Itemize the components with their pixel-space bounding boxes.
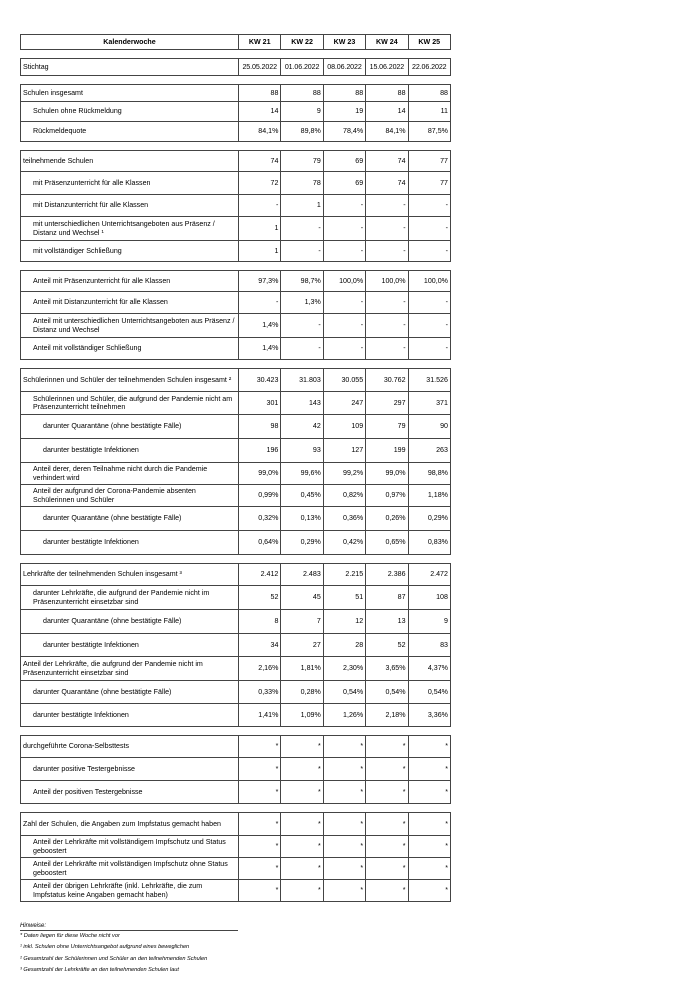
row-label: darunter Quarantäne (ohne bestätigte Fälle) bbox=[21, 507, 239, 531]
row-value: 0,29% bbox=[408, 507, 450, 531]
row-value: * bbox=[281, 736, 323, 758]
table-row bbox=[21, 485, 451, 507]
row-label: Anteil der Lehrkräfte mit vollständigen Impfschutz ohne Status geboostert bbox=[21, 858, 239, 880]
row-value: - bbox=[408, 292, 450, 314]
table-row bbox=[21, 736, 451, 758]
row-value: 77 bbox=[408, 172, 450, 195]
row-value: 19 bbox=[323, 102, 365, 122]
row-value: 90 bbox=[408, 415, 450, 439]
table-row bbox=[21, 314, 451, 338]
table-row bbox=[21, 85, 451, 102]
row-label: darunter bestätigte Infektionen bbox=[21, 634, 239, 657]
table-row bbox=[21, 531, 451, 555]
header-week: KW 23 bbox=[323, 35, 365, 50]
row-value: * bbox=[408, 880, 450, 902]
row-value: 99,0% bbox=[239, 463, 281, 485]
stichtag-date: 15.06.2022 bbox=[366, 59, 408, 76]
row-value: * bbox=[323, 736, 365, 758]
row-value: 99,0% bbox=[366, 463, 408, 485]
row-value: * bbox=[281, 781, 323, 804]
table-row bbox=[21, 241, 451, 262]
footnote: ³ Gesamtzahl der Lehrkräfte an den teilnehmenden Schulen laut bbox=[20, 967, 179, 974]
table-row bbox=[21, 836, 451, 858]
row-value: * bbox=[366, 736, 408, 758]
row-value: * bbox=[281, 836, 323, 858]
spacer bbox=[21, 50, 451, 59]
row-label: mit Präsenzunterricht für alle Klassen bbox=[21, 172, 239, 195]
row-value: * bbox=[408, 736, 450, 758]
row-value: * bbox=[366, 758, 408, 781]
row-value: 34 bbox=[239, 634, 281, 657]
row-value: - bbox=[239, 292, 281, 314]
row-value: 1,09% bbox=[281, 704, 323, 727]
row-value: * bbox=[239, 880, 281, 902]
row-value: 72 bbox=[239, 172, 281, 195]
row-value: 2.412 bbox=[239, 564, 281, 586]
row-label: Schulen insgesamt bbox=[21, 85, 239, 102]
row-value: * bbox=[239, 736, 281, 758]
row-value: 9 bbox=[281, 102, 323, 122]
footnote: ² Gesamtzahl der Schülerinnen und Schüler an den teilnehmenden Schulen bbox=[20, 955, 208, 962]
row-value: * bbox=[323, 813, 365, 836]
row-value: 108 bbox=[408, 586, 450, 610]
header-week: KW 25 bbox=[408, 35, 450, 50]
row-value: 1 bbox=[239, 241, 281, 262]
table-row bbox=[21, 564, 451, 586]
row-value: 30.762 bbox=[366, 369, 408, 392]
row-value: 88 bbox=[281, 85, 323, 102]
table-row bbox=[21, 271, 451, 292]
row-value: - bbox=[408, 217, 450, 241]
row-value: 1,26% bbox=[323, 704, 365, 727]
row-value: 301 bbox=[239, 392, 281, 415]
row-label: mit unterschiedlichen Unterrichtsangeboten aus Präsenz / Distanz und Wechsel ¹ bbox=[21, 217, 239, 241]
row-value: * bbox=[366, 880, 408, 902]
row-value: 88 bbox=[323, 85, 365, 102]
row-value: 1,41% bbox=[239, 704, 281, 727]
row-label: mit vollständiger Schließung bbox=[21, 241, 239, 262]
row-value: * bbox=[408, 781, 450, 804]
row-label: darunter positive Testergebnisse bbox=[21, 758, 239, 781]
stichtag-row bbox=[21, 59, 451, 76]
row-value: 3,36% bbox=[408, 704, 450, 727]
row-value: 88 bbox=[239, 85, 281, 102]
table-row bbox=[21, 681, 451, 704]
row-value: 0,97% bbox=[366, 485, 408, 507]
table-row bbox=[21, 507, 451, 531]
row-value: 89,8% bbox=[281, 122, 323, 142]
row-value: 9 bbox=[408, 610, 450, 634]
row-value: 51 bbox=[323, 586, 365, 610]
table-body bbox=[21, 35, 451, 902]
row-value: 371 bbox=[408, 392, 450, 415]
notes-heading: Hinweise: bbox=[20, 922, 238, 931]
row-label: darunter Quarantäne (ohne bestätigte Fälle) bbox=[21, 610, 239, 634]
row-value: 2,18% bbox=[366, 704, 408, 727]
row-value: 69 bbox=[323, 172, 365, 195]
row-value: * bbox=[281, 880, 323, 902]
spacer bbox=[21, 142, 451, 151]
row-value: 14 bbox=[239, 102, 281, 122]
row-value: 127 bbox=[323, 439, 365, 463]
row-value: 0,54% bbox=[366, 681, 408, 704]
row-value: * bbox=[239, 813, 281, 836]
table-row bbox=[21, 858, 451, 880]
row-value: 0,13% bbox=[281, 507, 323, 531]
row-value: 98,7% bbox=[281, 271, 323, 292]
row-value: - bbox=[408, 195, 450, 217]
row-value: 84,1% bbox=[239, 122, 281, 142]
row-label: Anteil derer, deren Teilnahme nicht durch die Pandemie verhindert wird bbox=[21, 463, 239, 485]
row-value: 88 bbox=[408, 85, 450, 102]
row-value: 0,54% bbox=[408, 681, 450, 704]
row-value: 52 bbox=[239, 586, 281, 610]
row-value: - bbox=[281, 338, 323, 360]
row-value: 297 bbox=[366, 392, 408, 415]
row-value: * bbox=[239, 781, 281, 804]
row-label: Anteil mit unterschiedlichen Unterrichtsangeboten aus Präsenz / Distanz und Wechsel bbox=[21, 314, 239, 338]
row-value: 2.472 bbox=[408, 564, 450, 586]
row-value: 74 bbox=[366, 172, 408, 195]
row-value: 30.055 bbox=[323, 369, 365, 392]
row-label: teilnehmende Schulen bbox=[21, 151, 239, 172]
row-value: * bbox=[408, 836, 450, 858]
row-value: 93 bbox=[281, 439, 323, 463]
spacer bbox=[21, 360, 451, 369]
header-row bbox=[21, 35, 451, 50]
table-row bbox=[21, 122, 451, 142]
table-row bbox=[21, 151, 451, 172]
row-label: Schulen ohne Rückmeldung bbox=[21, 102, 239, 122]
row-value: * bbox=[323, 758, 365, 781]
row-value: 263 bbox=[408, 439, 450, 463]
row-value: 12 bbox=[323, 610, 365, 634]
row-label: darunter bestätigte Infektionen bbox=[21, 704, 239, 727]
row-value: 88 bbox=[366, 85, 408, 102]
row-value: * bbox=[281, 813, 323, 836]
row-label: darunter Quarantäne (ohne bestätigte Fälle) bbox=[21, 681, 239, 704]
spacer bbox=[21, 555, 451, 564]
row-value: - bbox=[366, 217, 408, 241]
row-value: 74 bbox=[239, 151, 281, 172]
row-value: 143 bbox=[281, 392, 323, 415]
header-week: KW 22 bbox=[281, 35, 323, 50]
stichtag-label: Stichtag bbox=[21, 59, 239, 76]
row-value: - bbox=[281, 241, 323, 262]
row-label: Anteil der übrigen Lehrkräfte (inkl. Lehrkräfte, die zum Impfstatus keine Angaben gemacht haben) bbox=[21, 880, 239, 902]
row-value: - bbox=[323, 241, 365, 262]
row-value: 98 bbox=[239, 415, 281, 439]
table-row bbox=[21, 338, 451, 360]
row-value: 78 bbox=[281, 172, 323, 195]
row-value: * bbox=[281, 758, 323, 781]
row-value: 1,3% bbox=[281, 292, 323, 314]
row-value: 45 bbox=[281, 586, 323, 610]
row-label: Anteil der Lehrkräfte, die aufgrund der Pandemie nicht im Präsenzunterricht einsetzbar sind bbox=[21, 657, 239, 681]
spacer bbox=[21, 76, 451, 85]
row-value: - bbox=[366, 195, 408, 217]
table-row bbox=[21, 586, 451, 610]
footnote: * Daten liegen für diese Woche nicht vor bbox=[20, 933, 120, 939]
row-value: 30.423 bbox=[239, 369, 281, 392]
row-label: Anteil der aufgrund der Corona-Pandemie absenten Schülerinnen und Schüler bbox=[21, 485, 239, 507]
row-value: 100,0% bbox=[408, 271, 450, 292]
row-value: 2,16% bbox=[239, 657, 281, 681]
spacer bbox=[21, 804, 451, 813]
notes-block bbox=[20, 922, 450, 977]
row-value: - bbox=[323, 338, 365, 360]
row-value: 0,32% bbox=[239, 507, 281, 531]
row-value: * bbox=[366, 813, 408, 836]
row-value: - bbox=[323, 195, 365, 217]
row-label: mit Distanzunterricht für alle Klassen bbox=[21, 195, 239, 217]
row-value: 78,4% bbox=[323, 122, 365, 142]
row-value: 11 bbox=[408, 102, 450, 122]
row-value: 79 bbox=[366, 415, 408, 439]
row-value: * bbox=[408, 858, 450, 880]
row-label: Anteil mit vollständiger Schließung bbox=[21, 338, 239, 360]
table-row bbox=[21, 439, 451, 463]
row-value: - bbox=[366, 338, 408, 360]
row-value: 0,83% bbox=[408, 531, 450, 555]
row-value: 0,33% bbox=[239, 681, 281, 704]
row-value: - bbox=[366, 241, 408, 262]
row-value: 0,42% bbox=[323, 531, 365, 555]
row-label: darunter Lehrkräfte, die aufgrund der Pandemie nicht im Präsenzunterricht einsetzbar sind bbox=[21, 586, 239, 610]
row-label: Schülerinnen und Schüler, die aufgrund der Pandemie nicht am Präsenzunterricht teilnehmen bbox=[21, 392, 239, 415]
row-value: 196 bbox=[239, 439, 281, 463]
row-label: durchgeführte Corona-Selbsttests bbox=[21, 736, 239, 758]
row-value: - bbox=[323, 314, 365, 338]
row-value: 42 bbox=[281, 415, 323, 439]
row-value: 0,36% bbox=[323, 507, 365, 531]
row-value: - bbox=[239, 195, 281, 217]
table-row bbox=[21, 880, 451, 902]
row-value: 87,5% bbox=[408, 122, 450, 142]
row-value: 0,65% bbox=[366, 531, 408, 555]
row-value: - bbox=[323, 292, 365, 314]
table-row bbox=[21, 102, 451, 122]
row-value: 0,26% bbox=[366, 507, 408, 531]
table-row bbox=[21, 781, 451, 804]
row-value: * bbox=[323, 858, 365, 880]
row-value: 31.803 bbox=[281, 369, 323, 392]
row-value: 109 bbox=[323, 415, 365, 439]
row-value: 77 bbox=[408, 151, 450, 172]
row-value: * bbox=[239, 836, 281, 858]
row-label: Anteil mit Distanzunterricht für alle Klassen bbox=[21, 292, 239, 314]
stichtag-date: 01.06.2022 bbox=[281, 59, 323, 76]
row-value: * bbox=[366, 836, 408, 858]
row-value: * bbox=[366, 858, 408, 880]
row-value: 84,1% bbox=[366, 122, 408, 142]
row-value: 247 bbox=[323, 392, 365, 415]
table-row bbox=[21, 217, 451, 241]
row-value: 0,64% bbox=[239, 531, 281, 555]
row-value: 0,45% bbox=[281, 485, 323, 507]
footnote: ¹ inkl. Schulen ohne Unterrichtsangebot aufgrund eines beweglichen bbox=[20, 944, 190, 951]
row-value: 4,37% bbox=[408, 657, 450, 681]
table-row bbox=[21, 415, 451, 439]
row-label: Rückmeldequote bbox=[21, 122, 239, 142]
row-value: - bbox=[323, 217, 365, 241]
row-value: - bbox=[281, 217, 323, 241]
row-value: 0,82% bbox=[323, 485, 365, 507]
table-row bbox=[21, 195, 451, 217]
row-value: 100,0% bbox=[323, 271, 365, 292]
row-value: 97,3% bbox=[239, 271, 281, 292]
row-value: 1,18% bbox=[408, 485, 450, 507]
row-value: 27 bbox=[281, 634, 323, 657]
row-value: 98,8% bbox=[408, 463, 450, 485]
row-value: 79 bbox=[281, 151, 323, 172]
row-value: 83 bbox=[408, 634, 450, 657]
header-label: Kalenderwoche bbox=[21, 35, 239, 50]
table-row bbox=[21, 392, 451, 415]
row-value: 31.526 bbox=[408, 369, 450, 392]
table-row bbox=[21, 758, 451, 781]
row-value: * bbox=[323, 880, 365, 902]
stichtag-date: 22.06.2022 bbox=[408, 59, 450, 76]
weekly-report-table bbox=[20, 34, 451, 902]
row-value: 2,30% bbox=[323, 657, 365, 681]
row-value: * bbox=[323, 836, 365, 858]
row-value: 2.215 bbox=[323, 564, 365, 586]
row-value: 199 bbox=[366, 439, 408, 463]
row-value: 28 bbox=[323, 634, 365, 657]
row-value: - bbox=[281, 314, 323, 338]
row-value: 2.386 bbox=[366, 564, 408, 586]
stichtag-date: 08.06.2022 bbox=[323, 59, 365, 76]
row-label: Anteil mit Präsenzunterricht für alle Klassen bbox=[21, 271, 239, 292]
row-value: 87 bbox=[366, 586, 408, 610]
row-value: 2.483 bbox=[281, 564, 323, 586]
row-value: * bbox=[239, 858, 281, 880]
row-value: 52 bbox=[366, 634, 408, 657]
spacer bbox=[21, 262, 451, 271]
table-row bbox=[21, 634, 451, 657]
row-label: Anteil der Lehrkräfte mit vollständigem Impfschutz und Status geboostert bbox=[21, 836, 239, 858]
row-value: * bbox=[239, 758, 281, 781]
table-row bbox=[21, 813, 451, 836]
row-value: 0,29% bbox=[281, 531, 323, 555]
row-value: 1 bbox=[281, 195, 323, 217]
table-row bbox=[21, 463, 451, 485]
row-value: - bbox=[366, 314, 408, 338]
stichtag-date: 25.05.2022 bbox=[239, 59, 281, 76]
table-row bbox=[21, 292, 451, 314]
table-row bbox=[21, 704, 451, 727]
row-value: - bbox=[408, 241, 450, 262]
row-value: * bbox=[281, 858, 323, 880]
row-value: * bbox=[366, 781, 408, 804]
row-value: * bbox=[323, 781, 365, 804]
row-value: 1 bbox=[239, 217, 281, 241]
row-value: 69 bbox=[323, 151, 365, 172]
row-value: * bbox=[408, 813, 450, 836]
row-label: Anteil der positiven Testergebnisse bbox=[21, 781, 239, 804]
row-value: - bbox=[366, 292, 408, 314]
row-value: 99,6% bbox=[281, 463, 323, 485]
row-value: 0,54% bbox=[323, 681, 365, 704]
header-week: KW 24 bbox=[366, 35, 408, 50]
row-value: * bbox=[408, 758, 450, 781]
table-row bbox=[21, 172, 451, 195]
row-value: 74 bbox=[366, 151, 408, 172]
row-label: darunter bestätigte Infektionen bbox=[21, 531, 239, 555]
row-value: 99,2% bbox=[323, 463, 365, 485]
table-row bbox=[21, 369, 451, 392]
row-value: 0,28% bbox=[281, 681, 323, 704]
row-value: - bbox=[408, 314, 450, 338]
row-value: 100,0% bbox=[366, 271, 408, 292]
row-label: Zahl der Schulen, die Angaben zum Impfstatus gemacht haben bbox=[21, 813, 239, 836]
row-value: 7 bbox=[281, 610, 323, 634]
table-row bbox=[21, 610, 451, 634]
row-value: 1,4% bbox=[239, 338, 281, 360]
row-value: 14 bbox=[366, 102, 408, 122]
header-week: KW 21 bbox=[239, 35, 281, 50]
row-value: 1,4% bbox=[239, 314, 281, 338]
row-value: 13 bbox=[366, 610, 408, 634]
row-value: 0,99% bbox=[239, 485, 281, 507]
row-value: - bbox=[408, 338, 450, 360]
spacer bbox=[21, 727, 451, 736]
row-value: 8 bbox=[239, 610, 281, 634]
row-label: Lehrkräfte der teilnehmenden Schulen insgesamt ³ bbox=[21, 564, 239, 586]
table-row bbox=[21, 657, 451, 681]
row-value: 1,81% bbox=[281, 657, 323, 681]
row-label: darunter Quarantäne (ohne bestätigte Fälle) bbox=[21, 415, 239, 439]
row-value: 3,65% bbox=[366, 657, 408, 681]
row-label: darunter bestätigte Infektionen bbox=[21, 439, 239, 463]
report-sheet bbox=[20, 34, 450, 902]
row-label: Schülerinnen und Schüler der teilnehmenden Schulen insgesamt ² bbox=[21, 369, 239, 392]
